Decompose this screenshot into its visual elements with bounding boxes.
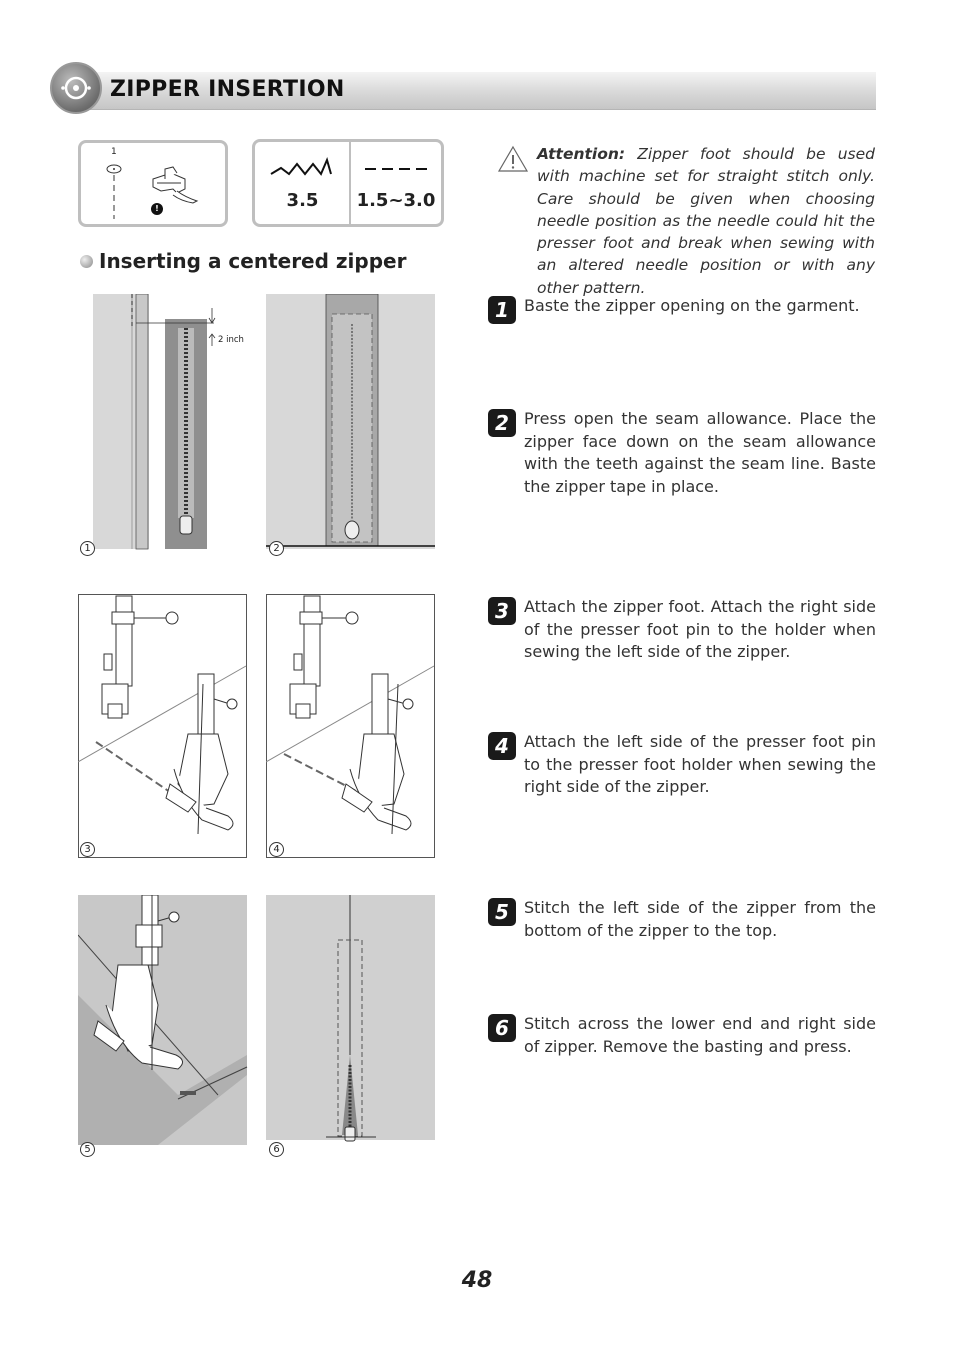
step-5 bbox=[488, 897, 876, 942]
figure-label: 5 bbox=[80, 1142, 95, 1157]
measure-label: 2 inch bbox=[218, 335, 244, 345]
bullet-icon bbox=[80, 255, 93, 268]
stitch-width-cell bbox=[255, 142, 350, 224]
step-number-badge: 1 bbox=[488, 296, 516, 324]
finished-zipper-illustration bbox=[266, 895, 436, 1160]
step-number-badge: 5 bbox=[488, 898, 516, 926]
figure-3 bbox=[78, 594, 248, 859]
stitch-settings-box bbox=[252, 139, 444, 227]
stitch-length-value: 1.5~3.0 bbox=[356, 190, 436, 211]
step-number-badge: 3 bbox=[488, 597, 516, 625]
step-1 bbox=[488, 295, 876, 322]
figure-label: 4 bbox=[269, 842, 284, 857]
figure-label: 3 bbox=[80, 842, 95, 857]
zigzag-stitch-icon bbox=[255, 148, 350, 188]
stitch-width-value: 3.5 bbox=[286, 190, 319, 211]
attention-text: Attention: Zipper foot should be used with machine set for straight stitch only. Care should be given when choosing needle position as the needle could hit the presser foot and break when sewing with an altered needle position or with any other pattern. bbox=[537, 145, 875, 297]
zipper-foot-right-illustration bbox=[266, 594, 436, 859]
stitch-length-cell bbox=[351, 142, 441, 224]
section-header bbox=[50, 62, 876, 116]
figure-label: 6 bbox=[269, 1142, 284, 1157]
section-subheading: Inserting a centered zipper bbox=[80, 249, 406, 273]
presser-foot-box bbox=[78, 140, 228, 227]
step-3 bbox=[488, 596, 876, 664]
needle-position-label: 1 bbox=[111, 147, 117, 157]
figure-5 bbox=[78, 895, 248, 1160]
page-title: ZIPPER INSERTION bbox=[110, 77, 345, 102]
step-text: Stitch the left side of the zipper from the bottom of the zipper to the top. bbox=[524, 898, 876, 940]
figure-label: 1 bbox=[80, 541, 95, 556]
zipper-face-down-illustration bbox=[266, 294, 436, 559]
foot-marker-badge: ! bbox=[151, 203, 163, 215]
step-text: Baste the zipper opening on the garment. bbox=[524, 296, 860, 315]
figure-4 bbox=[266, 594, 436, 859]
step-6 bbox=[488, 1013, 876, 1058]
step-text: Press open the seam allowance. Place the zipper face down on the seam allowance with the teeth against the seam line. Baste the zipper tape in place. bbox=[524, 409, 876, 496]
step-number-badge: 2 bbox=[488, 409, 516, 437]
figure-1 bbox=[78, 294, 248, 559]
straight-stitch-icon bbox=[351, 148, 441, 188]
warning-triangle-icon bbox=[497, 145, 529, 173]
step-2 bbox=[488, 408, 876, 498]
step-text: Attach the zipper foot. Attach the right side of the presser foot pin to the holder when sewing the left side of the zipper. bbox=[524, 597, 876, 661]
step-number-badge: 6 bbox=[488, 1014, 516, 1042]
step-text: Stitch across the lower end and right side of zipper. Remove the basting and press. bbox=[524, 1014, 876, 1056]
page-number: 48 bbox=[461, 1268, 493, 1293]
attention-note bbox=[497, 143, 875, 299]
figure-label: 2 bbox=[269, 541, 284, 556]
figure-2 bbox=[266, 294, 436, 559]
sewing-machine-section-icon bbox=[50, 62, 102, 114]
zipper-foot-left-illustration bbox=[78, 594, 248, 859]
step-text: Attach the left side of the presser foot pin to the presser foot holder when sewing the right side of the zipper. bbox=[524, 732, 876, 796]
figure-6 bbox=[266, 895, 436, 1160]
step-number-badge: 4 bbox=[488, 732, 516, 760]
stitching-left-side-illustration bbox=[78, 895, 248, 1160]
basted-opening-illustration bbox=[78, 294, 248, 559]
step-4 bbox=[488, 731, 876, 799]
